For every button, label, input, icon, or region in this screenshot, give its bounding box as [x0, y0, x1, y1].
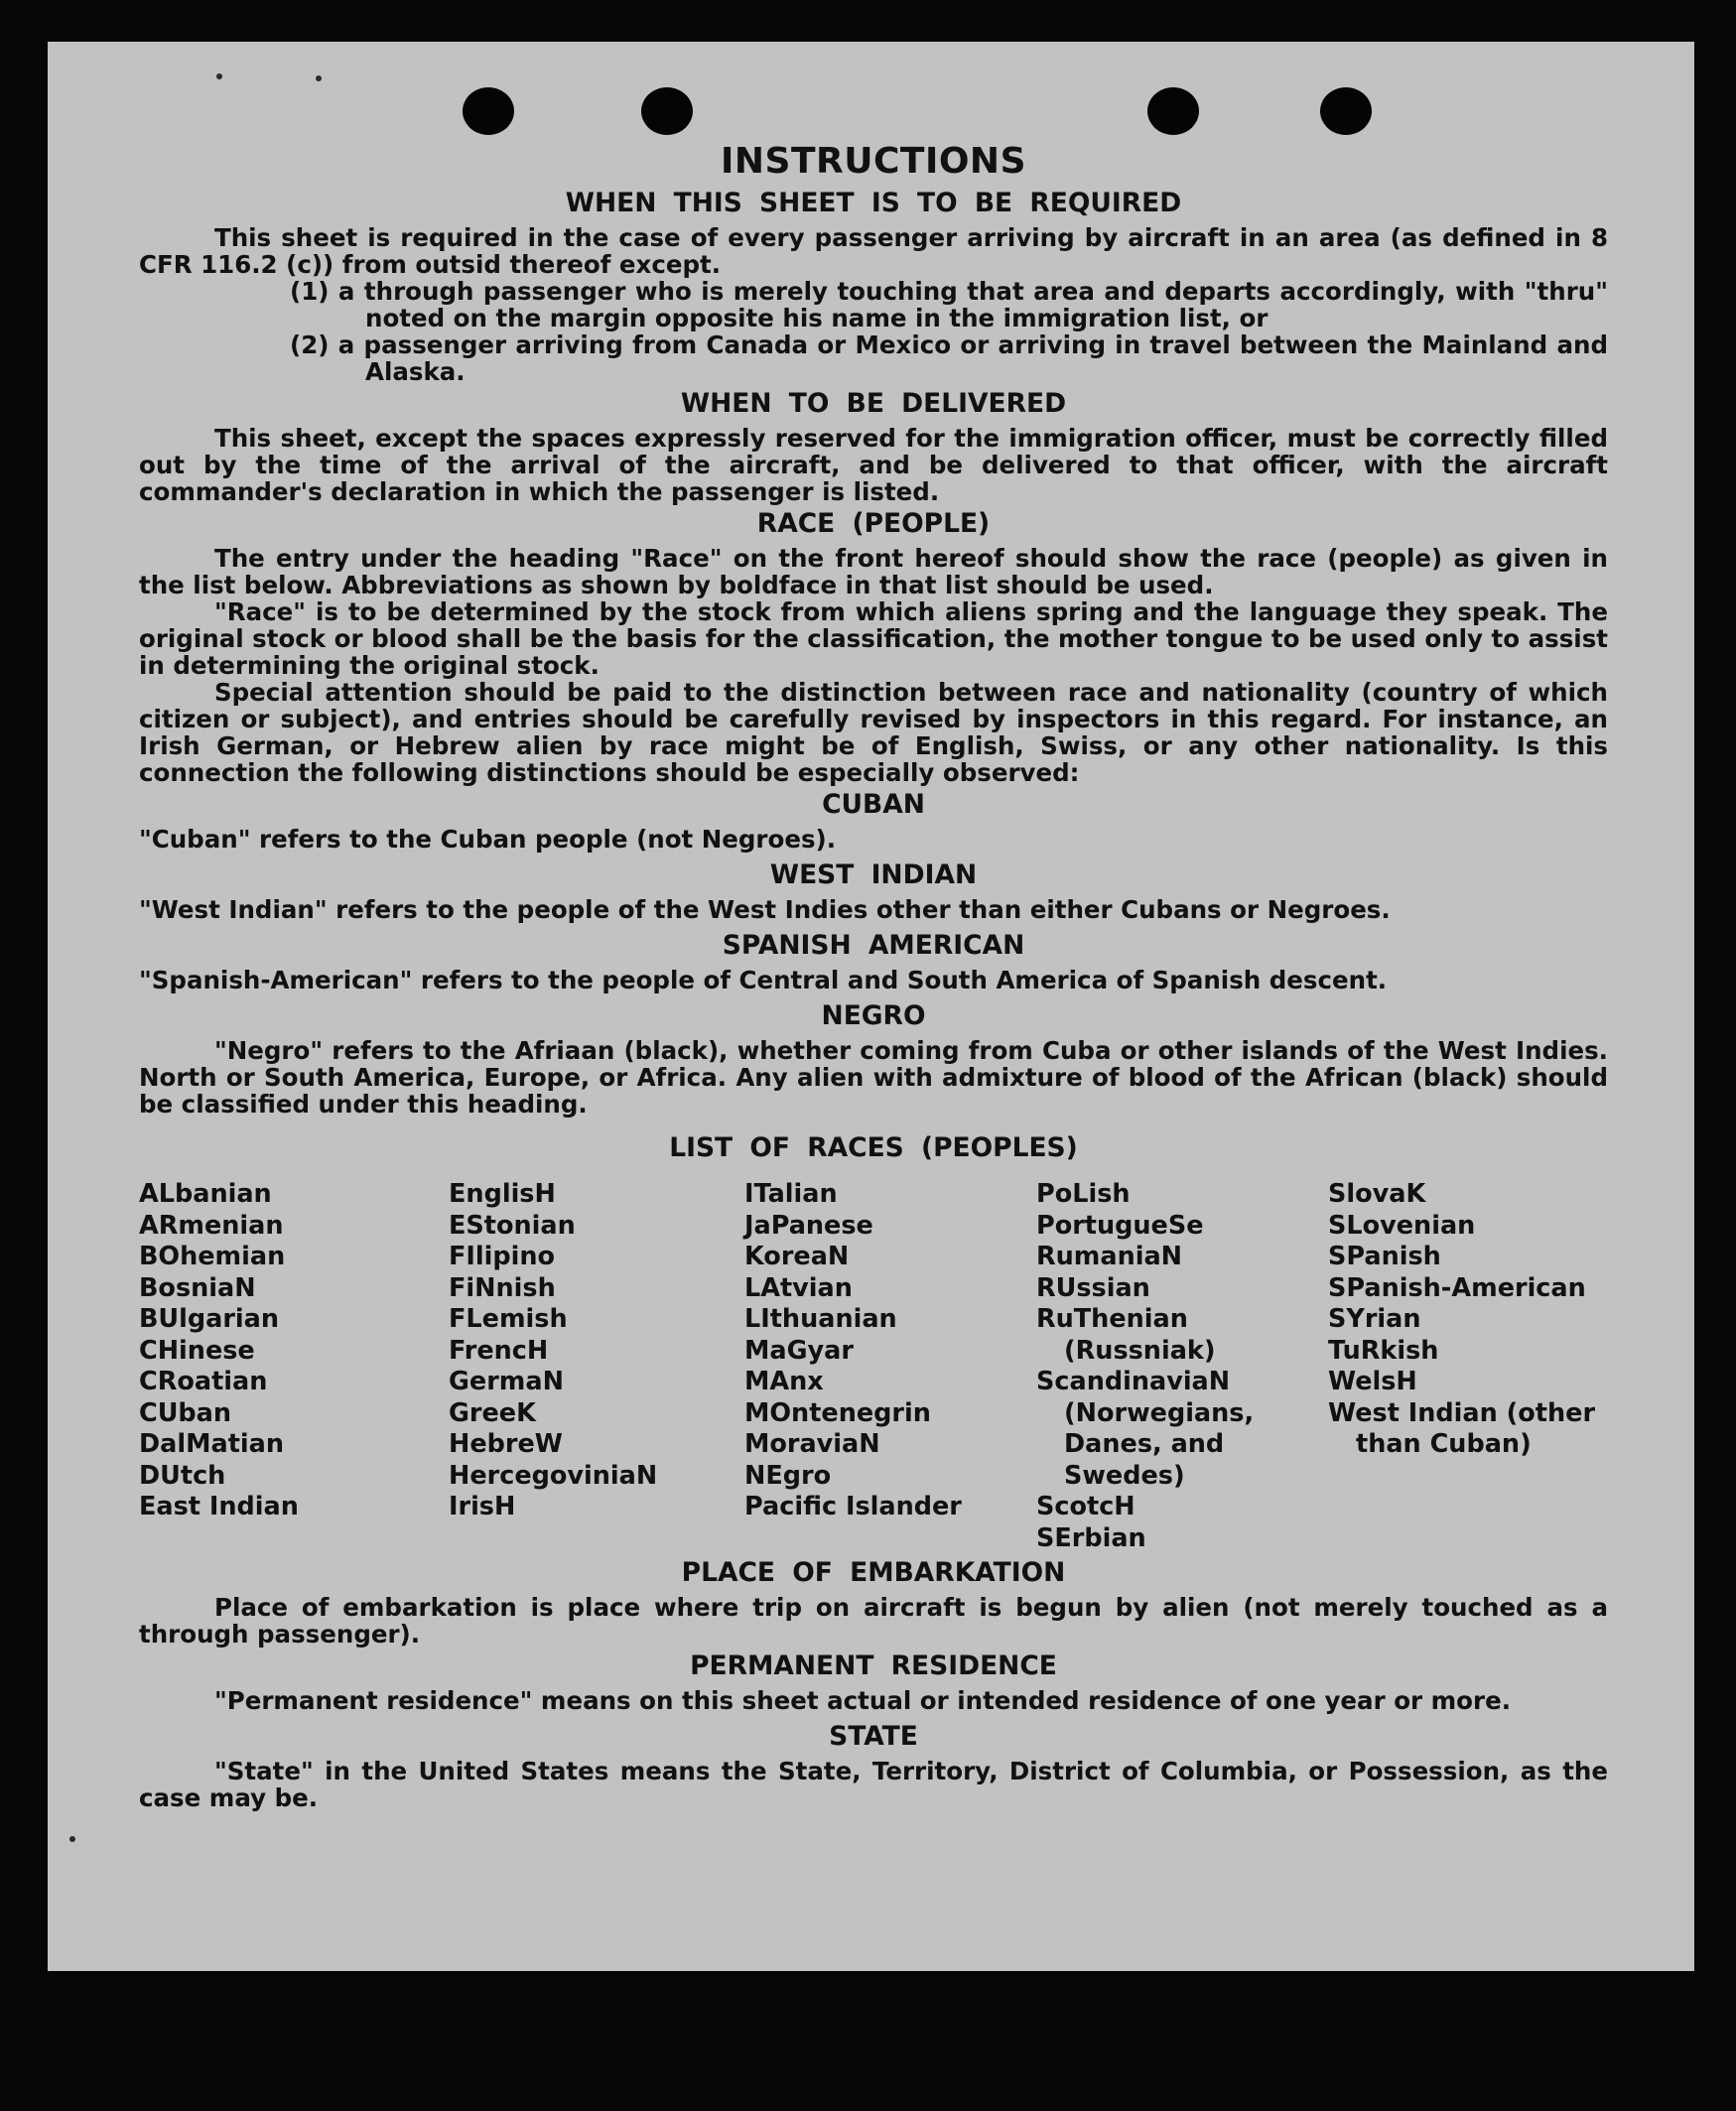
heading-list-of-races: LIST OF RACES (PEOPLES)	[669, 1132, 1078, 1163]
west-indian-text: "West Indian" refers to the people of the West Indies other than either Cubans or Negroes.	[139, 895, 1391, 924]
negro-text: "Negro" refers to the Afriaan (black), whether coming from Cuba or other islands of the West Indies. North or South America, Europe, or Africa. Any alien with admixture of blood of the African (black) should be classified under this heading.	[139, 1036, 1608, 1119]
race-paragraph-3: Special attention should be paid to the distinction between race and nationality (country of which citizen or subject), and entries should be carefully revised by inspectors in this regard. For instance, an Irish German, or Hebrew alien by race might be of English, Swiss, or any other nationality. Is this connection the following distinctions should be especially observed:	[139, 678, 1608, 787]
heading-cuban: CUBAN	[822, 789, 925, 820]
when-delivered-text: This sheet, except the spaces expressly reserved for the immigration officer, must be correctly filled out by the time of the arrival of the aircraft, and be delivered to that officer, with the aircraft commander's declaration in which the passenger is listed.	[139, 424, 1608, 506]
race-entry: FIlipino	[449, 1242, 556, 1271]
heading-negro: NEGRO	[821, 1000, 926, 1031]
race-entry: JaPanese	[744, 1210, 873, 1241]
race-entry: ScandinaviaN (Norwegians, Danes, and Swedes)	[1036, 1367, 1255, 1491]
heading-when-delivered: WHEN TO BE DELIVERED	[680, 388, 1067, 419]
race-entry: EStonian	[449, 1210, 576, 1241]
race-entry: BOhemian	[139, 1242, 286, 1271]
when-required-item-2: (2) a passenger arriving from Canada or Mexico or arriving in travel between the Mainland and Alaska.	[290, 330, 1608, 386]
punch-hole	[641, 87, 693, 135]
embarkation-text: Place of embarkation is place where trip on aircraft is begun by alien (not merely touched as a through passenger).	[139, 1593, 1608, 1649]
race-entry: WelsH	[1328, 1367, 1417, 1396]
race-entry: MoraviaN	[744, 1429, 880, 1459]
race-entry: ScotcH	[1036, 1492, 1135, 1521]
heading-race: RACE (PEOPLE)	[756, 508, 991, 539]
race-entry: RuThenian (Russniak)	[1036, 1304, 1216, 1366]
when-required-intro: This sheet is required in the case of every passenger arriving by aircraft in an area (as defined in 8 CFR 116.2 (c)) from outsid thereof except.	[139, 223, 1608, 279]
race-entry: FLemish	[449, 1304, 568, 1334]
race-entry: FrencH	[449, 1335, 549, 1366]
race-paragraph-2: "Race" is to be determined by the stock from which aliens spring and the language they speak. The original stock or blood shall be the basis for the classification, the mother tongue to be used only to assist in determining the original stock.	[139, 597, 1608, 680]
race-entry: SPanish	[1328, 1242, 1441, 1271]
race-entry: RumaniaN	[1036, 1242, 1183, 1271]
race-entry: SYrian	[1328, 1304, 1421, 1334]
race-entry: NEgro	[744, 1460, 832, 1491]
race-entry: CRoatian	[139, 1367, 268, 1396]
race-entry: RUssian	[1036, 1272, 1150, 1303]
heading-when-required: WHEN THIS SHEET IS TO BE REQUIRED	[565, 188, 1182, 218]
races-column-2	[449, 1179, 744, 1554]
race-entry: CHinese	[139, 1335, 255, 1366]
heading-west-indian: WEST INDIAN	[769, 859, 978, 890]
race-entry: MOntenegrin	[744, 1397, 931, 1428]
state-text: "State" in the United States means the State, Territory, District of Columbia, or Possession, as the case may be.	[139, 1757, 1608, 1812]
speck	[69, 1836, 75, 1842]
when-required-item-1: (1) a through passenger who is merely touching that area and departs accordingly, with "thru" noted on the margin opposite his name in the immigration list, or	[290, 277, 1608, 332]
race-entry: LAtvian	[744, 1272, 853, 1303]
race-entry: MAnx	[744, 1367, 824, 1396]
heading-embarkation: PLACE OF EMBARKATION	[681, 1557, 1066, 1588]
race-entry: Pacific Islander	[744, 1492, 962, 1521]
race-entry: GreeK	[449, 1397, 536, 1428]
punch-hole	[1320, 87, 1372, 135]
race-entry: DalMatian	[139, 1429, 284, 1459]
race-entry: HercegoviniaN	[449, 1460, 658, 1491]
race-entry: ITalian	[744, 1179, 838, 1209]
race-entry: KoreaN	[744, 1242, 850, 1271]
race-entry: EnglisH	[449, 1179, 556, 1209]
races-list	[139, 1179, 1608, 1554]
race-entry: HebreW	[449, 1429, 563, 1459]
page-title: INSTRUCTIONS	[721, 141, 1026, 182]
races-column-3	[744, 1179, 1036, 1554]
heading-permanent-residence: PERMANENT RESIDENCE	[690, 1650, 1057, 1681]
race-entry: DUtch	[139, 1460, 226, 1491]
punch-hole	[1147, 87, 1199, 135]
races-column-4	[1036, 1179, 1328, 1554]
heading-state: STATE	[829, 1721, 918, 1752]
race-paragraph-1: The entry under the heading "Race" on the front hereof should show the race (people) as given in the list below. Abbreviations as shown by boldface in that list should be used.	[139, 544, 1608, 599]
cuban-text: "Cuban" refers to the Cuban people (not Negroes).	[139, 825, 837, 854]
race-entry: PortugueSe	[1036, 1210, 1204, 1241]
permanent-residence-text: "Permanent residence" means on this sheet actual or intended residence of one year or more.	[214, 1686, 1512, 1715]
race-entry: LIthuanian	[744, 1304, 897, 1334]
race-entry: SLovenian	[1328, 1210, 1476, 1241]
punch-hole	[463, 87, 514, 135]
race-entry: CUban	[139, 1397, 232, 1428]
race-entry: PoLish	[1036, 1179, 1131, 1209]
race-entry: ARmenian	[139, 1210, 284, 1241]
spanish-american-text: "Spanish-American" refers to the people of Central and South America of Spanish descent.	[139, 966, 1388, 994]
race-entry: ALbanian	[139, 1179, 272, 1209]
races-column-5	[1328, 1179, 1608, 1554]
document-sheet	[48, 42, 1694, 1971]
race-entry: BosniaN	[139, 1272, 256, 1303]
race-entry: SlovaK	[1328, 1179, 1426, 1209]
race-entry: West Indian (other than Cuban)	[1328, 1397, 1596, 1459]
heading-spanish-american: SPANISH AMERICAN	[722, 930, 1025, 961]
race-entry: FiNnish	[449, 1272, 556, 1303]
speck	[316, 75, 322, 81]
race-entry: TuRkish	[1328, 1335, 1439, 1366]
race-entry: GermaN	[449, 1367, 564, 1396]
race-entry: IrisH	[449, 1492, 516, 1521]
races-column-1	[139, 1179, 449, 1554]
race-entry: East Indian	[139, 1492, 299, 1521]
race-entry: SErbian	[1036, 1522, 1146, 1553]
speck	[216, 73, 222, 79]
race-entry: BUlgarian	[139, 1304, 280, 1334]
race-entry: SPanish-American	[1328, 1272, 1586, 1303]
race-entry: MaGyar	[744, 1335, 854, 1366]
instructions-content	[139, 139, 1608, 1811]
